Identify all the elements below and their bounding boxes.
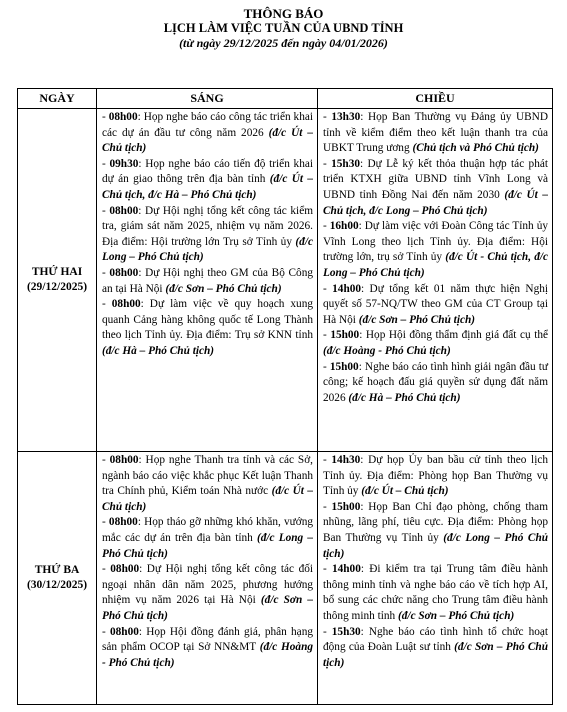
- item-text: Dự Lễ ký kết thỏa thuận hợp tác phát triển KTXH giữa UBND tỉnh Vĩnh Long và UBND tỉnh Đồng Nai đến năm 2030: [323, 157, 548, 201]
- day-name: THỨ BA: [34, 564, 80, 576]
- schedule-item: - 15h00: Nghe báo cáo tình hình giải ngân đầu tư công; kế hoạch đấu giá quyền sử dụng đất năm 2026 (đ/c Hà – Phó Chủ tịch): [323, 360, 548, 404]
- item-time: 08h00: [109, 266, 139, 279]
- item-attendee: (đ/c Hoàng - Phó Chủ tịch): [323, 344, 451, 357]
- schedule-item: - 15h30: Nghe báo cáo tình hình tổ chức hoạt động của Đoàn Luật sư tỉnh (đ/c Sơn – Phó Chủ tịch): [323, 625, 549, 669]
- item-time: 08h00: [109, 454, 139, 466]
- item-text: Họp nghe Thanh tra tỉnh và các Sở, ngành báo cáo việc khắc phục Kết luận Thanh tra Chính phủ, Kiểm toán Nhà nước: [102, 454, 313, 498]
- item-text: Họp tháo gỡ những khó khăn, vướng mắc các dự án trên địa bàn tỉnh: [102, 516, 314, 544]
- item-time: 15h00: [329, 360, 359, 373]
- schedule-item: - 14h00: Dự tổng kết 01 năm thực hiện Nghị quyết số 57-NQ/TW theo GM của CT Group tại Hà Nội (đ/c Sơn – Phó Chủ tịch): [323, 282, 549, 326]
- document-header: [0, 0, 567, 51]
- item-attendee: (đ/c Út - Chủ tịch, đ/c Long – Phó Chủ tịch): [323, 251, 548, 279]
- afternoon-cell: [318, 109, 553, 452]
- item-text: Dự họp Ủy ban bầu cử tỉnh theo lịch Tỉnh ủy. Địa điểm: Phòng họp Ban Thường vụ Tỉnh ủy: [323, 454, 548, 498]
- item-text: Họp Hội đồng thẩm định giá đất cụ thể: [365, 329, 548, 342]
- item-attendee: (đ/c Sơn – Phó Chủ tịch): [102, 594, 314, 622]
- item-attendee: (đ/c Út – Chủ tịch): [102, 485, 313, 513]
- item-time: 09h30: [109, 157, 139, 170]
- item-attendee: (đ/c Sơn – Phó Chủ tịch): [358, 313, 476, 326]
- date-range: (từ ngày 29/12/2025 đến ngày 04/01/2026): [179, 36, 388, 50]
- item-attendee: (đ/c Út – Chủ tịch): [361, 485, 449, 498]
- item-text: Dự làm việc về quy hoạch xung quanh Cảng hàng không quốc tế Long Thành theo lịch Tỉnh ủy. Địa điểm: Trụ sở KNN tỉnh: [102, 298, 313, 342]
- table-header-row: [18, 89, 553, 109]
- schedule-item: - 09h30: Họp nghe báo cáo tiến độ triển khai dự án giao thông trên địa bàn tỉnh (đ/c Út – Chủ tịch, đ/c Hà – Phó Chủ tịch): [102, 157, 314, 201]
- item-time: 08h00: [111, 298, 141, 311]
- day-name: THỨ HAI: [31, 266, 83, 278]
- schedule-item: - 08h00: Họp tháo gỡ những khó khăn, vướng mắc các dự án trên địa bàn tỉnh (đ/c Long – Phó Chủ tịch): [102, 516, 314, 560]
- schedule-item: - 08h00: Dự Hội nghị tổng kết công tác kiểm tra, giám sát năm 2025, nhiệm vụ năm 2026. Địa điểm: Hội trường lớn Trụ sở Tỉnh ủy (đ/c Long – Phó Chủ tịch): [102, 204, 313, 264]
- afternoon-cell: [318, 452, 553, 705]
- column-header-morning: SÁNG: [97, 89, 318, 109]
- item-text: Họp nghe báo cáo tiến độ triển khai dự án giao thông trên địa bàn tỉnh: [102, 157, 314, 186]
- day-cell: [18, 452, 97, 705]
- document-title: THÔNG BÁO: [243, 6, 324, 21]
- item-time: 15h00: [331, 500, 361, 513]
- item-attendee: (đ/c Út – Chủ tịch, đ/c Long – Phó Chủ tịch): [323, 188, 548, 217]
- schedule-item: - 14h00: Đi kiểm tra tại Trung tâm điều hành thông minh tỉnh và nghe báo cáo về tích hợp AI, bổ sung các chức năng cho Trung tâm điều hành thông minh tỉnh (đ/c Sơn – Phó Chủ tịch): [323, 563, 549, 622]
- day-cell: [18, 109, 97, 452]
- document-subtitle: LỊCH LÀM VIỆC TUẦN CỦA UBND TỈNH: [163, 21, 404, 35]
- table-row: [18, 452, 553, 705]
- day-date: (29/12/2025): [26, 281, 88, 293]
- item-text: Nghe báo cáo tình hình tổ chức hoạt động của Đoàn Luật sư tỉnh: [323, 625, 549, 654]
- item-time: 08h00: [109, 625, 139, 638]
- schedule-item: - 15h00: Họp Ban Chỉ đạo phòng, chống tham nhũng, lãng phí, tiêu cực. Địa điểm: Phòng họp Ban Thường vụ Tỉnh ủy (đ/c Long – Phó Chủ tịch): [323, 500, 549, 560]
- item-attendee: (đ/c Hà – Phó Chủ tịch): [348, 391, 461, 404]
- schedule-item: - 14h30: Dự họp Ủy ban bầu cử tỉnh theo lịch Tỉnh ủy. Địa điểm: Phòng họp Ban Thường vụ Tỉnh ủy (đ/c Út – Chủ tịch): [323, 454, 548, 498]
- schedule-item: - 08h00: Họp nghe báo cáo công tác triển khai các dự án đầu tư công năm 2026 (đ/c Út – Chủ tịch): [102, 111, 314, 155]
- schedule-item: - 15h00: Họp Hội đồng thẩm định giá đất cụ thể (đ/c Hoàng - Phó Chủ tịch): [323, 329, 548, 357]
- item-time: 08h00: [109, 204, 139, 217]
- item-time: 08h00: [108, 111, 138, 123]
- schedule-item: - 16h00: Dự làm việc với Đoàn Công tác Tỉnh ủy Vĩnh Long theo lịch Tỉnh ủy. Địa điểm: Hội trường lớn, trụ sở Tỉnh ủy (đ/c Út - Chủ tịch, đ/c Long – Phó Chủ tịch): [323, 220, 548, 279]
- item-attendee: (đ/c Hoàng - Phó Chủ tịch): [102, 641, 314, 669]
- item-text: Họp Hội đồng đánh giá, phân hạng sản phẩm OCOP tại Sở NN&MT: [102, 625, 313, 654]
- morning-cell: [97, 109, 318, 452]
- item-attendee: (đ/c Long – Phó Chủ tịch): [323, 531, 549, 560]
- item-attendee: (đ/c Út – Chủ tịch, đ/c Hà – Phó Chủ tịch): [102, 173, 313, 201]
- schedule-item: - 15h30: Dự Lễ ký kết thỏa thuận hợp tác phát triển KTXH giữa UBND tỉnh Vĩnh Long và UBND tỉnh Đồng Nai đến năm 2030 (đ/c Út – Chủ tịch, đ/c Long – Phó Chủ tịch): [323, 157, 548, 217]
- item-time: 13h30: [331, 111, 361, 123]
- item-time: 14h00: [331, 563, 361, 576]
- item-text: Họp nghe báo cáo công tác triển khai các dự án đầu tư công năm 2026: [102, 111, 314, 139]
- item-attendee: (đ/c Sơn – Phó Chủ tịch): [398, 609, 515, 622]
- item-text: Đi kiểm tra tại Trung tâm điều hành thông minh tỉnh và nghe báo cáo về tích hợp AI, bổ sung các chức năng cho Trung tâm điều hành thông minh tỉnh: [323, 563, 549, 622]
- item-attendee: (đ/c Sơn – Phó Chủ tịch): [323, 641, 548, 669]
- schedule-item: - 08h00: Dự Hội nghị theo GM của Bộ Công an tại Hà Nội (đ/c Sơn – Phó Chủ tịch): [102, 266, 313, 295]
- item-attendee: (đ/c Sơn – Phó Chủ tịch): [165, 282, 282, 295]
- item-attendee: (Chủ tịch và Phó Chủ tịch): [412, 142, 539, 155]
- morning-cell: [97, 452, 318, 705]
- item-text: Họp Ban Thường vụ Đảng ủy UBND tỉnh về kiểm điểm theo kết luận thanh tra của UBKT Trung ương: [323, 111, 548, 155]
- item-time: 16h00: [329, 220, 359, 233]
- item-time: 15h30: [331, 157, 360, 170]
- item-time: 08h00: [110, 563, 140, 576]
- item-attendee: (đ/c Út – Chủ tịch): [102, 126, 314, 155]
- item-text: Họp Ban Chỉ đạo phòng, chống tham nhũng, lãng phí, tiêu cực. Địa điểm: Phòng họp Ban Thường vụ Tỉnh ủy: [323, 500, 548, 544]
- schedule-item: - 08h00: Dự Hội nghị tổng kết công tác đối ngoại nhân dân năm 2025, phương hướng nhiệm vụ năm 2026 tại Hà Nội (đ/c Sơn – Phó Chủ tịch): [102, 563, 314, 622]
- schedule-item: - 08h00: Họp nghe Thanh tra tỉnh và các Sở, ngành báo cáo việc khắc phục Kết luận Thanh tra Chính phủ, Kiểm toán Nhà nước (đ/c Út – Chủ tịch): [102, 454, 313, 513]
- table-row: [18, 109, 553, 452]
- item-attendee: (đ/c Long – Phó Chủ tịch): [102, 531, 314, 560]
- item-time: 14h00: [332, 282, 362, 295]
- item-time: 15h00: [330, 329, 360, 342]
- column-header-afternoon: CHIỀU: [318, 89, 553, 109]
- item-text: Dự Hội nghị tổng kết công tác kiểm tra, giám sát năm 2025, nhiệm vụ năm 2026. Địa điểm: Hội trường lớn Trụ sở Tỉnh ủy: [102, 204, 313, 248]
- item-text: Dự tổng kết 01 năm thực hiện Nghị quyết số 57-NQ/TW theo GM của CT Group tại Hà Nội: [323, 282, 549, 326]
- item-text: Dự làm việc với Đoàn Công tác Tỉnh ủy Vĩnh Long theo lịch Tỉnh ủy. Địa điểm: Hội trường lớn, trụ sở Tỉnh ủy: [323, 220, 548, 264]
- item-time: 14h30: [331, 454, 361, 466]
- item-text: Nghe báo cáo tình hình giải ngân đầu tư công; kế hoạch đấu giá quyền sử dụng đất năm 2026: [323, 360, 548, 404]
- schedule-table: [17, 88, 553, 705]
- item-time: 08h00: [108, 516, 138, 529]
- item-text: Dự Hội nghị tổng kết công tác đối ngoại nhân dân năm 2025, phương hướng nhiệm vụ năm 2026 tại Hà Nội: [102, 563, 314, 607]
- schedule-item: - 08h00: Dự làm việc về quy hoạch xung quanh Cảng hàng không quốc tế Long Thành theo lịch Tỉnh ủy. Địa điểm: Trụ sở KNN tỉnh (đ/c Hà – Phó Chủ tịch): [102, 298, 313, 357]
- schedule-item: - 13h30: Họp Ban Thường vụ Đảng ủy UBND tỉnh về kiểm điểm theo kết luận thanh tra của UBKT Trung ương (Chủ tịch và Phó Chủ tịch): [323, 111, 548, 155]
- schedule-item: - 08h00: Họp Hội đồng đánh giá, phân hạng sản phẩm OCOP tại Sở NN&MT (đ/c Hoàng - Phó Chủ tịch): [102, 625, 314, 669]
- item-text: Dự Hội nghị theo GM của Bộ Công an tại Hà Nội: [102, 266, 313, 295]
- item-attendee: (đ/c Hà – Phó Chủ tịch): [102, 344, 215, 357]
- item-attendee: (đ/c Long – Phó Chủ tịch): [102, 235, 313, 264]
- column-header-day: NGÀY: [18, 89, 97, 109]
- day-date: (30/12/2025): [26, 579, 88, 591]
- item-time: 15h30: [331, 625, 361, 638]
